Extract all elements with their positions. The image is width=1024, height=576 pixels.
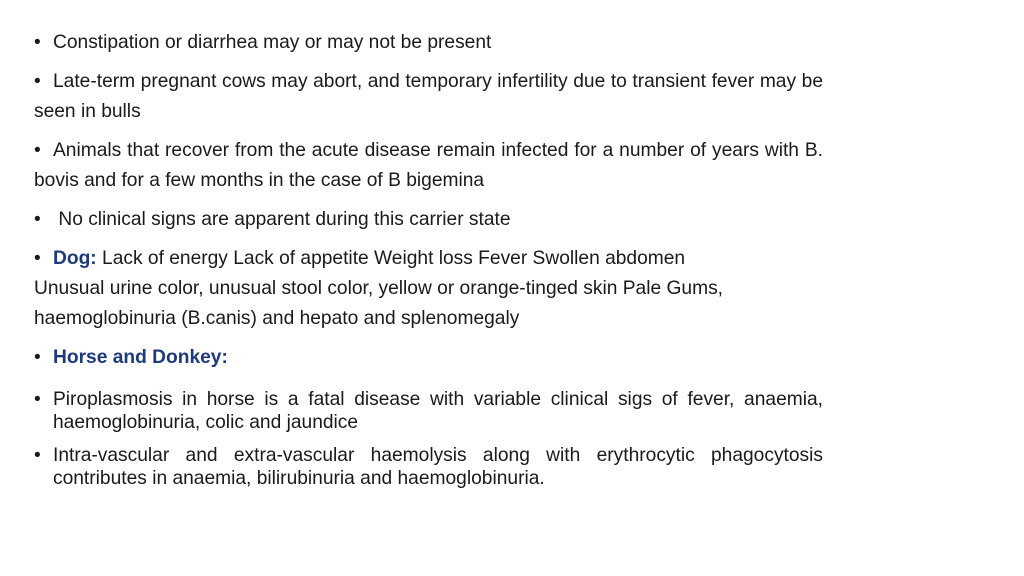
bullet-icon: •: [34, 32, 41, 53]
bullet-text: Piroplasmosis in horse is a fatal disease with variable clinical sigs of fever, anaemia, haemoglobinuria, colic and jaundice: [53, 389, 823, 433]
bullet-text: Lack of energy Lack of appetite Weight loss Fever Swollen abdomen: [102, 248, 686, 269]
bullet-icon: •: [34, 71, 41, 92]
bullet-icon: •: [34, 140, 41, 161]
bullet-icon: •: [34, 347, 41, 368]
bullet-icon: •: [34, 445, 41, 466]
bullet-icon: •: [34, 209, 41, 230]
bullet-item-haemolysis: [34, 444, 823, 490]
bullet-item-piroplasmosis: [34, 388, 823, 434]
bullet-icon: •: [34, 389, 41, 410]
bullet-text: No clinical signs are apparent during this carrier state: [53, 209, 511, 230]
bullet-item-dog: [34, 244, 823, 334]
horse-donkey-label: Horse and Donkey:: [53, 347, 228, 368]
bullet-text: Constipation or diarrhea may or may not be present: [53, 32, 492, 53]
bullet-text: Intra-vascular and extra-vascular haemolysis along with erythrocytic phagocytosis contributes in anaemia, bilirubinuria and haemoglobinuria.: [53, 445, 823, 489]
bullet-text: Animals that recover from the acute disease remain infected for a number of years with B. bovis and for a few months in the case of B bigemina: [34, 140, 823, 191]
bullet-icon: •: [34, 248, 41, 269]
dog-label: Dog:: [53, 248, 97, 269]
bullet-text-continuation: Unusual urine color, unusual stool color, yellow or orange-tinged skin Pale Gums, haemoglobinuria (B.canis) and hepato and splenomegaly: [34, 278, 723, 329]
bullet-text: Late-term pregnant cows may abort, and temporary infertility due to transient fever may be seen in bulls: [34, 71, 823, 122]
bullet-item-abortion: [34, 67, 823, 127]
bullet-item-bowel: [34, 28, 823, 58]
bullet-list: [34, 28, 823, 500]
bullet-item-carrier-state: [34, 205, 823, 235]
bullet-item-carrier-infection: [34, 136, 823, 196]
bullet-item-horse-donkey: [34, 343, 823, 373]
